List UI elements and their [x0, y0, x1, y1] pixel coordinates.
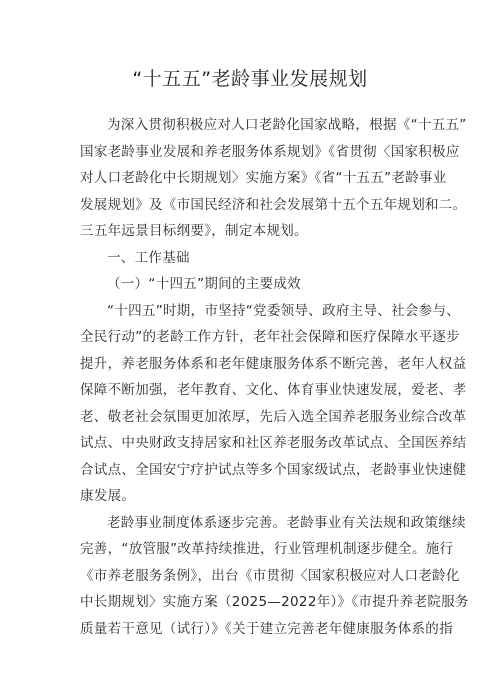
text-line: 合试点、全国安宁疗护试点等多个国家级试点，老龄事业快速健: [80, 461, 467, 478]
text-line: 《市养老服务条例》，出台《市贯彻〈国家积极应对人口老龄化: [80, 567, 460, 584]
text-line: 老、敬老社会氛围更加浓厚，先后入选全国养老服务业综合改革: [80, 408, 467, 425]
section-heading: 一、工作基础: [107, 249, 190, 266]
text-line: 全民行动”的老龄工作方针，老年社会保障和医疗保障水平逐步: [80, 329, 460, 345]
text-line: 试点、中央财政支持居家和社区养老服务改革试点、全国医养结: [80, 435, 467, 451]
document-body: [80, 112, 469, 642]
text-line: 发展规划》及《市国民经济和社会发展第十五个五年规划和二。: [80, 196, 467, 213]
text-line: 国家老龄事业发展和养老服务体系规划》《省贯彻〈国家积极应: [80, 143, 460, 160]
text-line: 中长期规划〉实施方案（2025—2022年）》《市提升养老院服务: [80, 594, 469, 610]
text-line: 完善，“放管服”改革持续推进，行业管理机制逐步健全。施行: [80, 541, 454, 557]
text-line: 质量若干意见（试行）》《关于建立完善老年健康服务体系的指: [80, 620, 453, 637]
document-title: “十五五”老龄事业发展规划: [132, 68, 368, 90]
text-line: 三五年远景目标纲要》，制定本规划。: [80, 223, 308, 239]
text-line: 对人口老龄化中长期规划〉实施方案》《省“十五五”老龄事业: [80, 170, 447, 186]
text-line: 康发展。: [80, 488, 136, 504]
text-line: “十四五”时期，市坚持“党委领导、政府主导、社会参与、: [107, 302, 461, 319]
text-line: 老龄事业制度体系逐步完善。老龄事业有关法规和政策继续: [107, 514, 466, 531]
subsection-heading: （一）“十四五”期间的主要成效: [107, 276, 301, 292]
text-line: 为深入贯彻积极应对人口老龄化国家战略，根据《“十五五”: [107, 117, 467, 133]
text-line: 保障不断加强，老年教育、文化、体育事业快速发展，爱老、孝: [80, 382, 467, 398]
text-line: 提升，养老服务体系和老年健康服务体系不断完善，老年人权益: [80, 355, 467, 372]
